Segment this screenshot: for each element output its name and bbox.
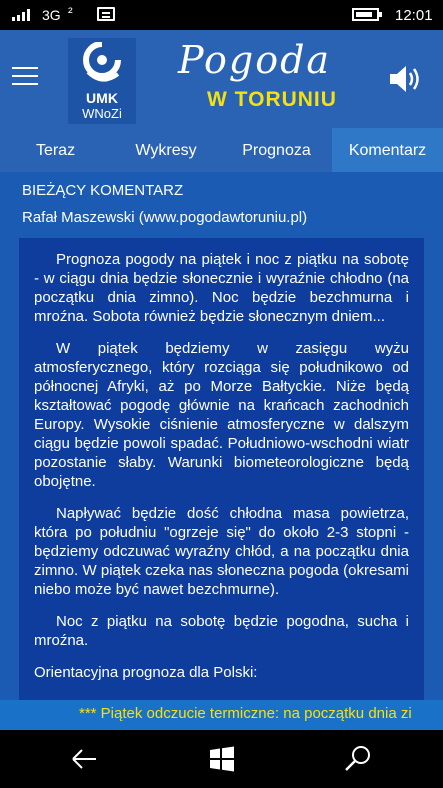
status-bar <box>0 0 443 30</box>
news-ticker <box>0 700 443 730</box>
section-title: BIEŻĄCY KOMENTARZ <box>22 182 184 199</box>
sim-icon: ² <box>68 4 73 20</box>
windows-icon[interactable] <box>207 744 237 774</box>
comment-text-box[interactable] <box>19 238 424 700</box>
comment-paragraph: W piątek będziemy w zasięgu wyżu atmosferycznego, który rozciąga się południkowo od północnej Afryki, aż po Morze Bałtyckie. Niże będą kształtować pogodę głównie na krańcach zachodnich Europy. Wysokie ciśnienie atmosferyczne w dalszym ciągu będzie powoli spadać. Południowo-wschodni wiatr pozostanie słaby. Warunki biometeorologiczne będą obojętne. <box>34 340 409 490</box>
tab-teraz[interactable]: Teraz <box>35 142 76 159</box>
back-icon[interactable] <box>69 744 99 774</box>
app-header <box>0 30 443 128</box>
logo-umk: UMK <box>86 90 118 106</box>
comment-paragraph: Prognoza pogody na piątek i noc z piątku na sobotę - w ciągu dnia będzie słonecznie i wyraźnie chłodno (na początku dnia zimno). Noc będzie bezchmurna i mroźna. Sobota również będzie słonecznym dniem... <box>34 251 409 325</box>
tab-prognoza[interactable]: Prognoza <box>242 142 311 159</box>
comment-panel[interactable] <box>0 172 443 700</box>
logo-icon <box>82 42 122 86</box>
logo-wnozi: WNoZi <box>82 106 122 121</box>
message-icon <box>97 7 115 21</box>
search-icon[interactable] <box>343 744 373 774</box>
network-type: 3G <box>42 7 61 23</box>
system-nav-bar <box>0 730 443 788</box>
author-line: Rafał Maszewski (www.pogodawtoruniu.pl) <box>22 209 308 226</box>
app-subtitle: W TORUNIU <box>207 88 337 111</box>
tab-komentarz[interactable]: Komentarz <box>332 128 443 172</box>
comment-paragraph: Noc z piątku na sobotę będzie pogodna, sucha i mroźna. <box>34 613 409 649</box>
tab-wykresy[interactable]: Wykresy <box>135 142 197 159</box>
forecast-subheading: Orientacyjna prognoza dla Polski: <box>34 664 258 681</box>
app-title: Pogoda <box>178 38 332 82</box>
ticker-text: *** Piątek odczucie termiczne: na początku dnia zi <box>79 705 412 722</box>
clock: 12:01 <box>395 7 433 24</box>
tab-bar <box>0 128 443 172</box>
signal-icon <box>12 9 30 21</box>
logo <box>68 38 136 124</box>
menu-icon[interactable] <box>12 67 38 87</box>
comment-paragraph: Napływać będzie dość chłodna masa powietrza, która po południu "ogrzeje się" do około 2-3 stopni - będziemy odczuwać wyraźny chłód, a na początku dnia zimno. W piątek czeka nas słoneczna pogoda (okresami niebo może być nawet bezchmurne). <box>34 505 409 598</box>
battery-icon <box>352 8 379 21</box>
speaker-icon[interactable] <box>388 64 422 94</box>
